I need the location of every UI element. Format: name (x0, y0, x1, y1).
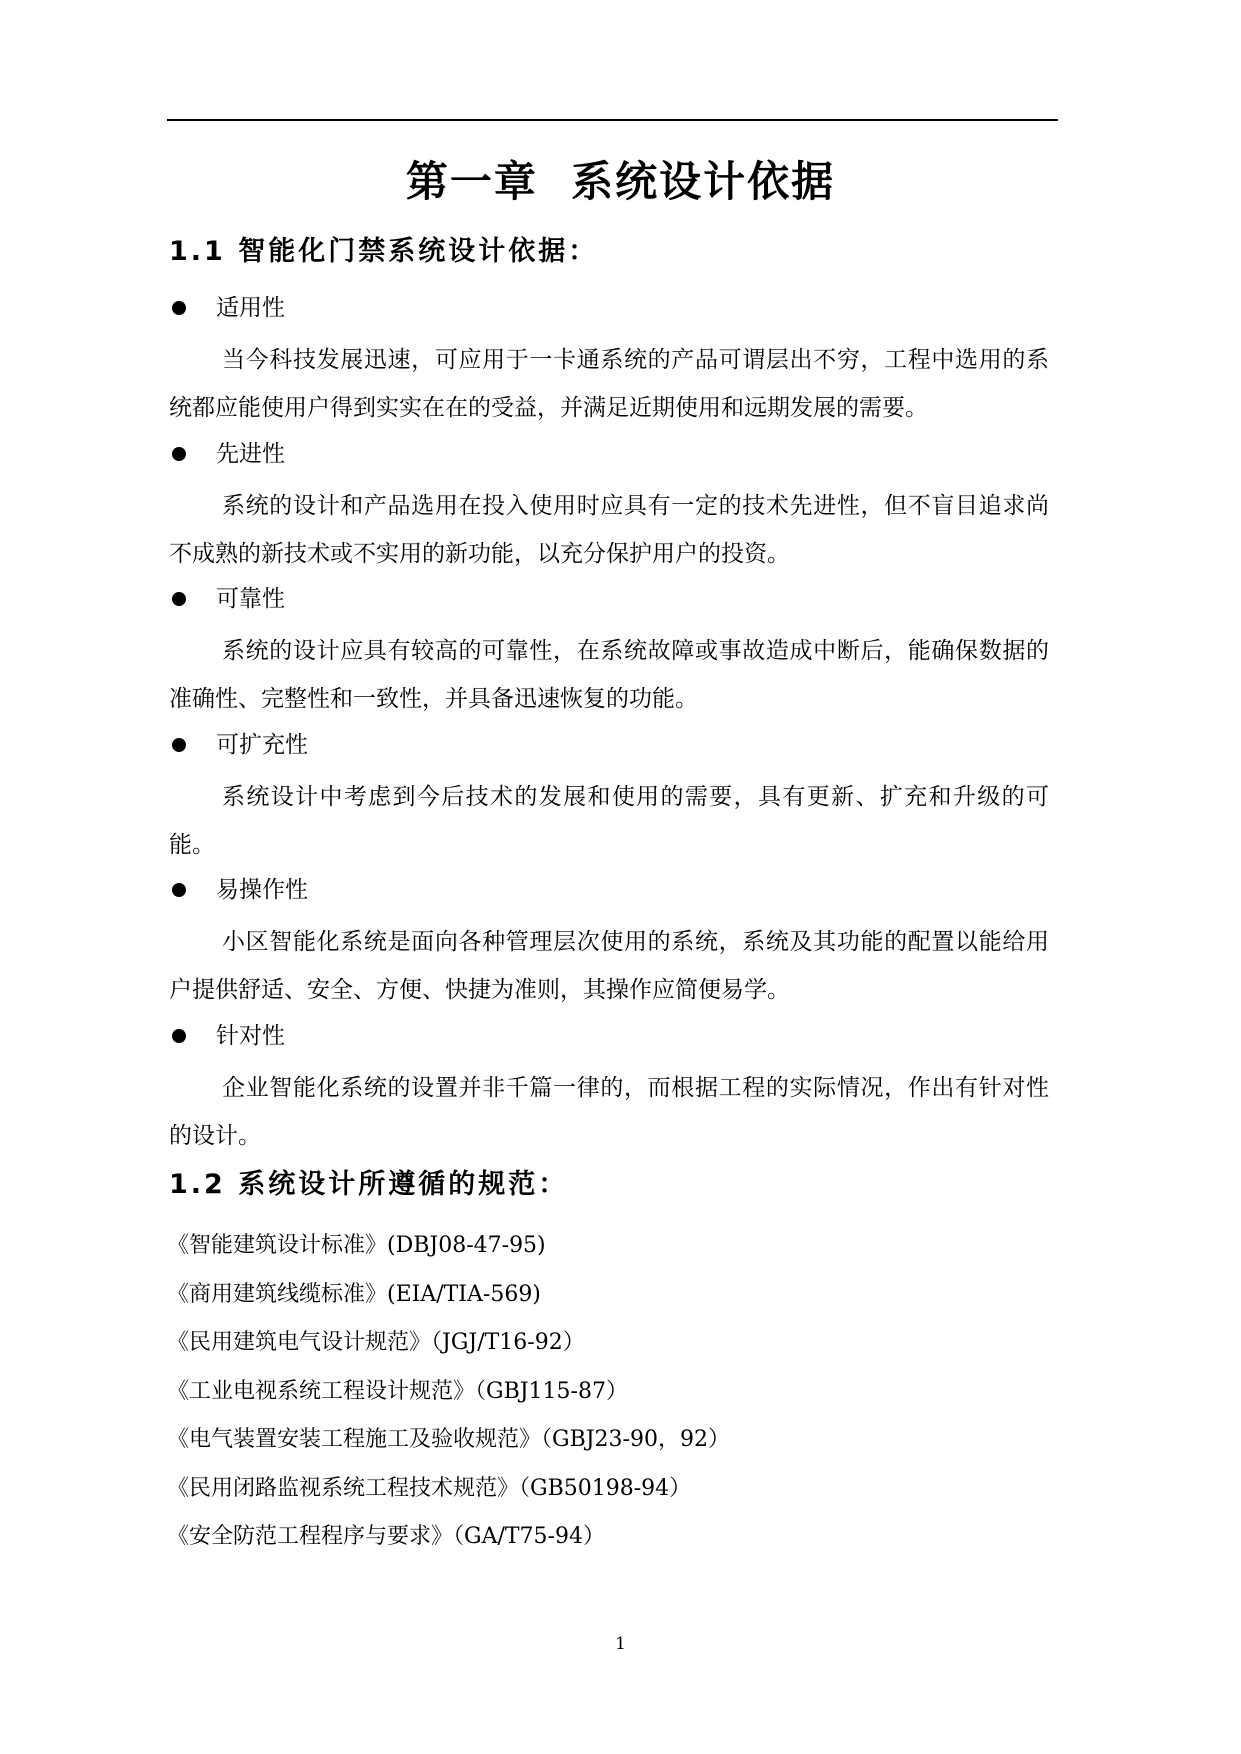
bullet-item (169, 1018, 285, 1054)
reference-item: 《商用建筑线缆标准》(EIA/TIA-569) (167, 1281, 541, 1307)
bullet-item (169, 581, 285, 617)
bullet-item (169, 872, 308, 908)
reference-item: 《民用闭路监视系统工程技术规范》（GB50198-94） (167, 1475, 692, 1501)
bullet-label: 易操作性 (216, 877, 308, 903)
bullet-dot-icon (172, 883, 186, 897)
reference-item: 《工业电视系统工程设计规范》（GBJ115-87） (167, 1378, 628, 1404)
body-paragraph: 当今科技发展迅速，可应用于一卡通系统的产品可谓层出不穷，工程中选用的系统都应能使用户得到实实在在的受益，并满足近期使用和远期发展的需要。 (169, 347, 1049, 421)
reference-list (167, 1222, 730, 1562)
bullet-dot-icon (172, 447, 186, 461)
bullet-label: 先进性 (216, 441, 285, 467)
bullet-item (169, 727, 308, 763)
body-paragraph: 系统设计中考虑到今后技术的发展和使用的需要，具有更新、扩充和升级的可能。 (169, 784, 1049, 858)
chapter-title: 第一章 系统设计依据 (405, 157, 836, 206)
body-paragraph: 企业智能化系统的设置并非千篇一律的，而根据工程的实际情况，作出有针对性的设计。 (169, 1075, 1049, 1149)
bullet-label: 适用性 (216, 295, 285, 321)
body-paragraph: 系统的设计和产品选用在投入使用时应具有一定的技术先进性，但不盲目追求尚不成熟的新技术或不实用的新功能，以充分保护用户的投资。 (169, 493, 1049, 567)
body-paragraph: 小区智能化系统是面向各种管理层次使用的系统，系统及其功能的配置以能给用户提供舒适、安全、方便、快捷为准则，其操作应简便易学。 (169, 929, 1049, 1003)
reference-item: 《电气装置安装工程施工及验收规范》（GBJ23-90，92） (167, 1427, 730, 1452)
bullet-dot-icon (172, 301, 186, 315)
reference-item: 《安全防范工程程序与要求》（GA/T75-94） (167, 1524, 605, 1549)
reference-item: 《智能建筑设计标准》(DBJ08-47-95) (167, 1233, 546, 1258)
bullet-item (169, 436, 285, 472)
bullet-dot-icon (172, 738, 186, 752)
bullet-dot-icon (172, 592, 186, 606)
bullet-item (169, 290, 285, 326)
bullet-label: 可靠性 (216, 586, 285, 612)
body-paragraph: 系统的设计应具有较高的可靠性，在系统故障或事故造成中断后，能确保数据的准确性、完整性和一致性，并具备迅速恢复的功能。 (169, 638, 1049, 712)
section-heading-1-2: 1.2 系统设计所遵循的规范： (169, 1169, 569, 1200)
section-heading-1-1: 1.1 智能化门禁系统设计依据： (169, 236, 599, 267)
bullet-dot-icon (172, 1029, 186, 1043)
bullet-label: 可扩充性 (216, 732, 308, 758)
header-rule (167, 119, 1058, 121)
page-number: 1 (615, 1634, 626, 1654)
reference-item: 《民用建筑电气设计规范》（JGJ/T16-92） (167, 1330, 585, 1355)
bullet-label: 针对性 (216, 1023, 285, 1049)
